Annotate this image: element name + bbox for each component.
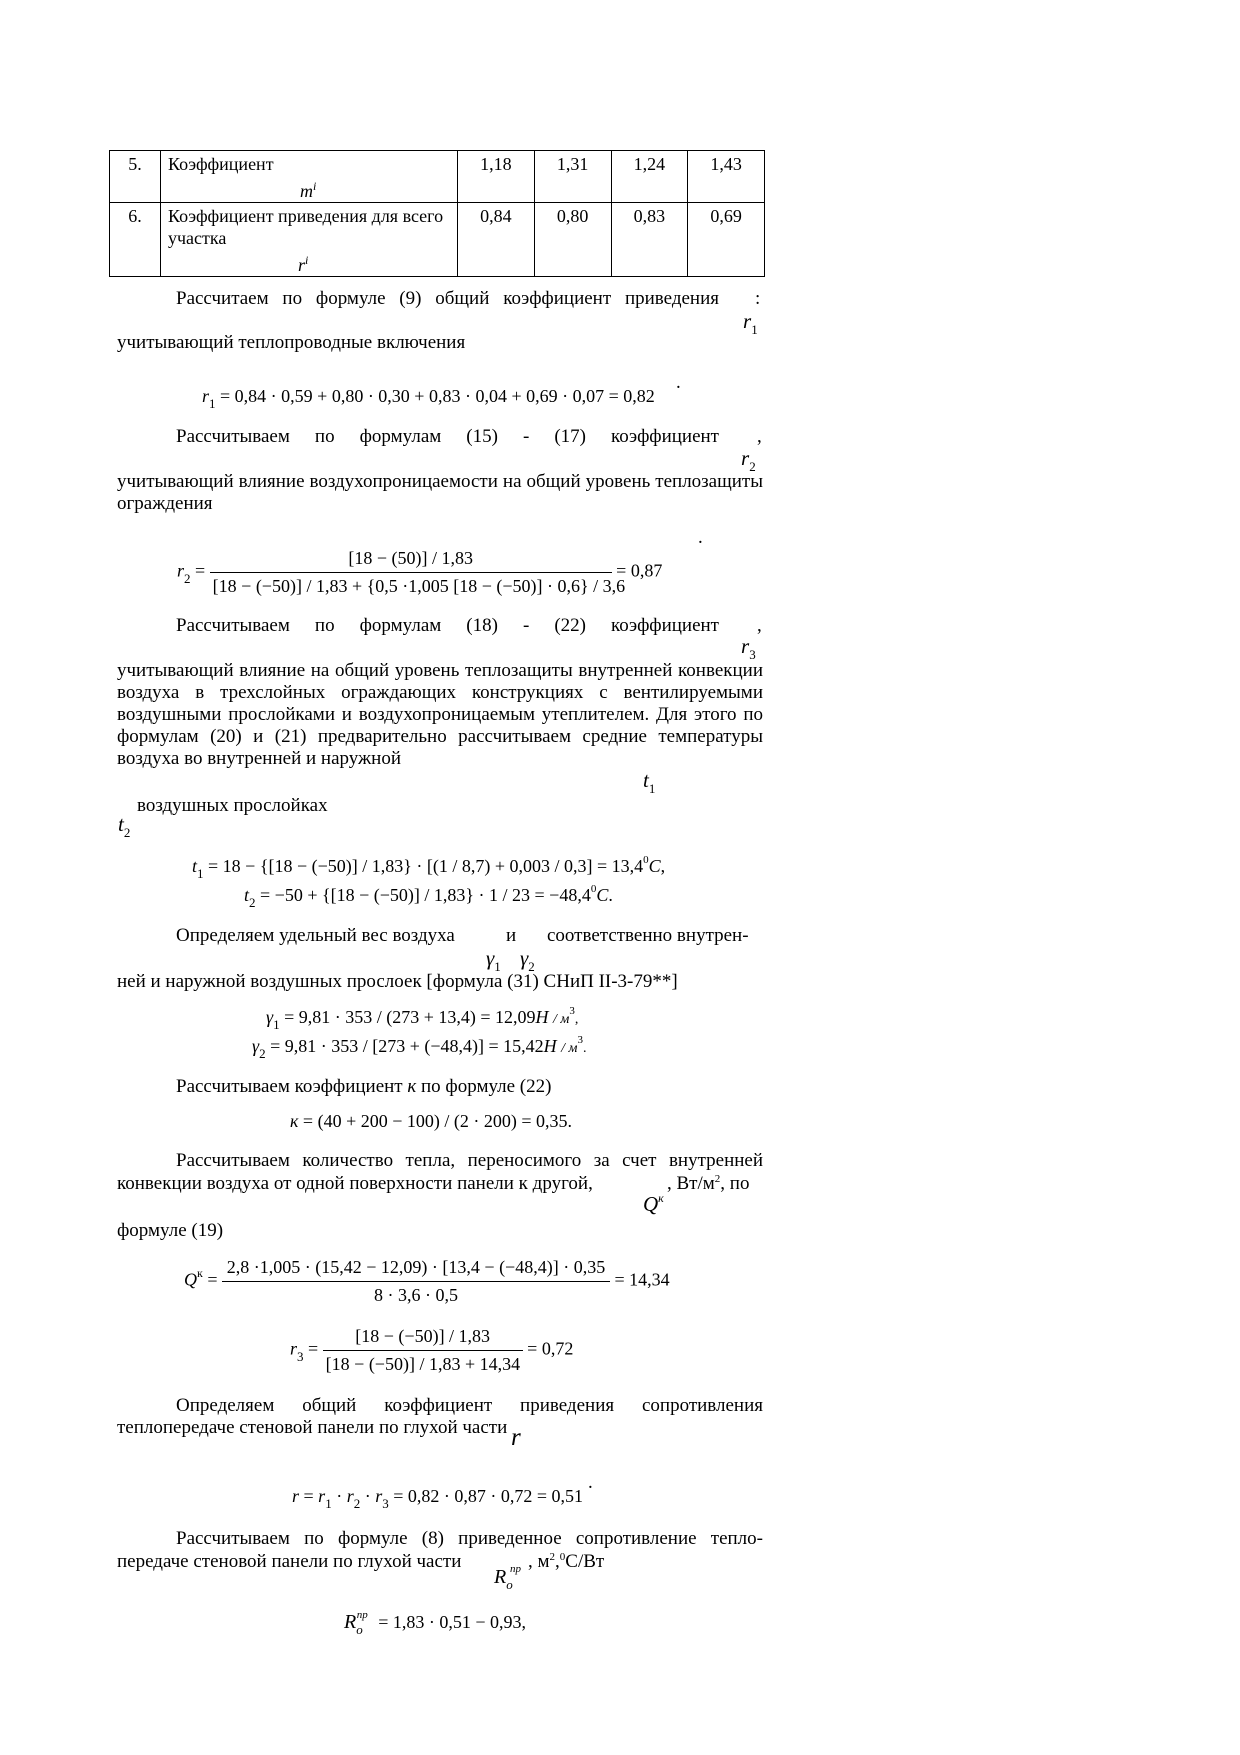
paragraph-q-units: , $Вт/м^2$, по	[667, 1173, 750, 1194]
row-symbol	[168, 249, 450, 276]
equation-t2-body: = −50 + {[18 − (−50)] / 1,83} · 1 / 23 = −48,4	[260, 885, 591, 905]
equation-result: = 0,72	[527, 1338, 574, 1359]
comma: ,	[757, 426, 762, 447]
symbol-r1: $r_1$	[743, 309, 758, 337]
paragraph-ro-intro: Рассчитываем по формуле (8) приведенное сопротивление тепло-	[176, 1528, 763, 1549]
symbol-t1: $t_1$	[643, 768, 656, 796]
fraction-numerator: 2,8 ·1,005 · (15,42 − 12,09) · [13,4 − (−48,4)] · 0,35	[222, 1257, 610, 1282]
equation-t1: $t_1 = 18 - \{[18 - (-50)] / 1,83\} \cdot [(1 / 8,7) + 0,003 / 0,3] = 13,4^0C$,	[192, 854, 666, 881]
fraction	[222, 1257, 610, 1306]
fraction	[323, 1326, 523, 1375]
symbol-k: к	[407, 1076, 417, 1097]
paragraph-ro-units: , $м^2,^0С/Вт$	[528, 1551, 605, 1572]
fraction	[210, 548, 626, 597]
equation-gamma1-body: = 9,81 · 353 / (273 + 13,4) = 12,09	[284, 1007, 536, 1027]
symbol-letter: m	[300, 181, 313, 201]
equation-result: = 0,87	[616, 560, 663, 581]
paragraph-r3-body: учитывающий влияние на общий уровень теплозащиты внутренней конвекции воздуха в трехслойных ограждающих конструкциях с вентилируемыми воздушными прослойками и воздухопроницаемым утеплителем. Для этого по формулам (20) и (21) предварительно рассчитываем средние температуры воздуха во внутренней	[117, 660, 763, 769]
table-cell: 0,84	[458, 203, 535, 277]
equation-r3: $r_3$ = $\frac{[18 - (-50)] / 1,83}{[18 - (-50)] / 1,83 + 14,34}$ = 0,72	[290, 1326, 574, 1374]
row-number: 6.	[110, 203, 161, 277]
units-text: , Вт/м	[667, 1173, 715, 1194]
paragraph-q-intro: Рассчитываем количество тепла, переносимого за счет внутренней	[176, 1150, 763, 1171]
units-text: , м	[528, 1551, 550, 1572]
units-tail: , по	[720, 1173, 750, 1194]
table-cell: 1,43	[688, 151, 765, 203]
row-symbol	[168, 175, 450, 202]
paragraph-gamma-intro: Определяем удельный вес воздуха	[176, 925, 455, 946]
paragraph-r1-intro: Рассчитаем по формуле (9) общий коэффициент приведения	[176, 288, 719, 309]
period: .	[588, 1472, 593, 1493]
table-row	[110, 203, 765, 277]
table-cell: 0,83	[611, 203, 688, 277]
symbol-superscript: i	[313, 179, 317, 193]
equation-r2: $r_2$ = $\frac{[18 - (50)] / 1,83}{[18 - (-50)] / 1,83 + \{0,5 \cdot 1,005 [18 - (-50)] \cdot 0,6\} / 3,6}$ = 0,87	[177, 548, 663, 596]
colon: :	[755, 288, 761, 309]
symbol-superscript: i	[305, 253, 309, 267]
symbol-letter: r	[298, 255, 306, 275]
conjunction: и	[506, 925, 517, 946]
symbol-gamma2: $\gamma_2$	[520, 946, 535, 974]
row-number: 5.	[110, 151, 161, 203]
fraction-numerator: [18 − (50)] / 1,83	[210, 548, 612, 573]
table-cell: 0,80	[534, 203, 611, 277]
paragraph-r2-text: учитывающий влияние воздухопроницаемости на общий уровень теплозащиты ограждения	[117, 471, 763, 514]
table-row	[110, 151, 765, 203]
symbol-t2: $t_2$	[118, 812, 131, 840]
comma: ,	[757, 615, 762, 636]
equation-ro-body: = 1,83 · 0,51 − 0,93,	[378, 1612, 527, 1632]
paragraph-gamma-intro-end: соответственно внутрен-	[547, 925, 749, 946]
paragraph-r3-text	[117, 660, 763, 770]
paragraph-ro-text: передаче стеновой панели по глухой части	[117, 1551, 462, 1572]
symbol-r2: $r_2$	[741, 446, 756, 474]
symbol-r: r	[511, 1424, 521, 1451]
equation-ro: $R_о^{пр} = 1,83 \cdot 0,51 - 0,93$,	[344, 1609, 527, 1637]
coefficients-table	[109, 150, 765, 277]
fraction-numerator: [18 − (−50)] / 1,83	[323, 1326, 523, 1351]
paragraph-q-text: конвекции воздуха от одной поверхности панели к другой,	[117, 1173, 593, 1194]
row-label: Коэффициент приведения для всего участка	[168, 206, 444, 248]
equation-gamma2-body: = 9,81 · 353 / [273 + (−48,4)] = 15,42	[270, 1036, 544, 1056]
equation-gamma1: $\gamma_1 = 9,81 \cdot 353 / (273 + 13,4) = 12,09Н / м^3$,	[266, 1005, 579, 1032]
equation-k-body: = (40 + 200 − 100) / (2 · 200) = 0,35.	[302, 1111, 572, 1131]
paragraph-r3-intro: Рассчитываем по формулам (18) - (22) коэффициент	[176, 615, 719, 636]
paragraph-r3-end: воздушных прослойках	[137, 795, 328, 816]
paragraph-q-formula-ref: формуле (19)	[117, 1220, 224, 1241]
equation-gamma2: $\gamma_2 = 9,81 \cdot 353 / [273 + (-48,4)] = 15,42Н / м^3$.	[252, 1034, 587, 1061]
table-cell: 1,24	[611, 151, 688, 203]
period: .	[698, 527, 703, 548]
table-cell: 1,31	[534, 151, 611, 203]
equation-t2: $t_2 = -50 + \{[18 - (-50)] / 1,83\} \cdot 1 / 23 = -48,4^0C$.	[244, 883, 613, 910]
period: .	[676, 372, 681, 393]
equation-q: $Q^к$ = $\frac{2,8 \cdot 1,005 \cdot (15,42 - 12,09) \cdot [13,4 - (-48,4)] \cdot 0,35}{8 \cdot 3,6 \cdot 0,5}$ = 14,34	[184, 1257, 670, 1305]
table-cell: 0,69	[688, 203, 765, 277]
fraction-denominator: [18 − (−50)] / 1,83 + {0,5 ·1,005 [18 − (−50)] · 0,6} / 3,6	[212, 576, 626, 596]
equation-t1-body: = 18 − {[18 − (−50)] / 1,83} · [(1 / 8,7) + 0,003 / 0,3] = 13,4	[208, 856, 644, 876]
paragraph-r1-text: учитывающий теплопроводные включения	[117, 332, 466, 353]
equation-r-body: = 0,82 · 0,87 · 0,72 = 0,51	[393, 1486, 584, 1506]
symbol-r3: $r_3$	[741, 634, 756, 662]
equation-r1-body: = 0,84 · 0,59 + 0,80 · 0,30 + 0,83 · 0,04 + 0,69 · 0,07 = 0,82	[220, 386, 655, 406]
equation-result: = 14,34	[614, 1269, 670, 1290]
equation-r1: $r_1 = 0,84 \cdot 0,59 + 0,80 \cdot 0,30 + 0,83 \cdot 0,04 + 0,69 \cdot 0,07 = 0,82$	[202, 386, 655, 411]
table-cell: 1,18	[458, 151, 535, 203]
fraction-denominator: 8 · 3,6 · 0,5	[374, 1285, 458, 1305]
paragraph-gamma-text: ней и наружной воздушных прослоек [формула (31) СНиП II-3-79**]	[117, 971, 678, 992]
row-label: Коэффициент	[168, 154, 274, 174]
paragraph-r-total: Определяем общий коэффициент приведения сопротивления теплопередаче стеновой панели по глухой части	[117, 1395, 763, 1438]
units-tail: С/Вт	[565, 1551, 605, 1572]
paragraph-k	[176, 1076, 551, 1098]
row-description	[161, 151, 458, 203]
paragraph-r2-intro: Рассчитываем по формулам (15) - (17) коэффициент	[176, 426, 719, 447]
paragraph-k-text-end: по формуле (22)	[421, 1076, 552, 1097]
symbol-gamma1: $\gamma_1$	[486, 946, 501, 974]
paragraph-k-text: Рассчитываем коэффициент	[176, 1076, 403, 1097]
symbol-ro: $R_о$ пр	[494, 1563, 521, 1592]
row-description	[161, 203, 458, 277]
fraction-denominator: [18 − (−50)] / 1,83 + 14,34	[325, 1354, 521, 1374]
symbol-qk: $Q^к$	[643, 1191, 664, 1216]
equation-r: $r = r_1 \cdot r_2 \cdot r_3 = 0,82 \cdot 0,87 \cdot 0,72 = 0,51$	[292, 1486, 584, 1511]
equation-k: к = (40 + 200 − 100) / (2 · 200) = 0,35.	[290, 1111, 572, 1131]
paragraph-r3-tail: и наружной	[306, 748, 401, 769]
